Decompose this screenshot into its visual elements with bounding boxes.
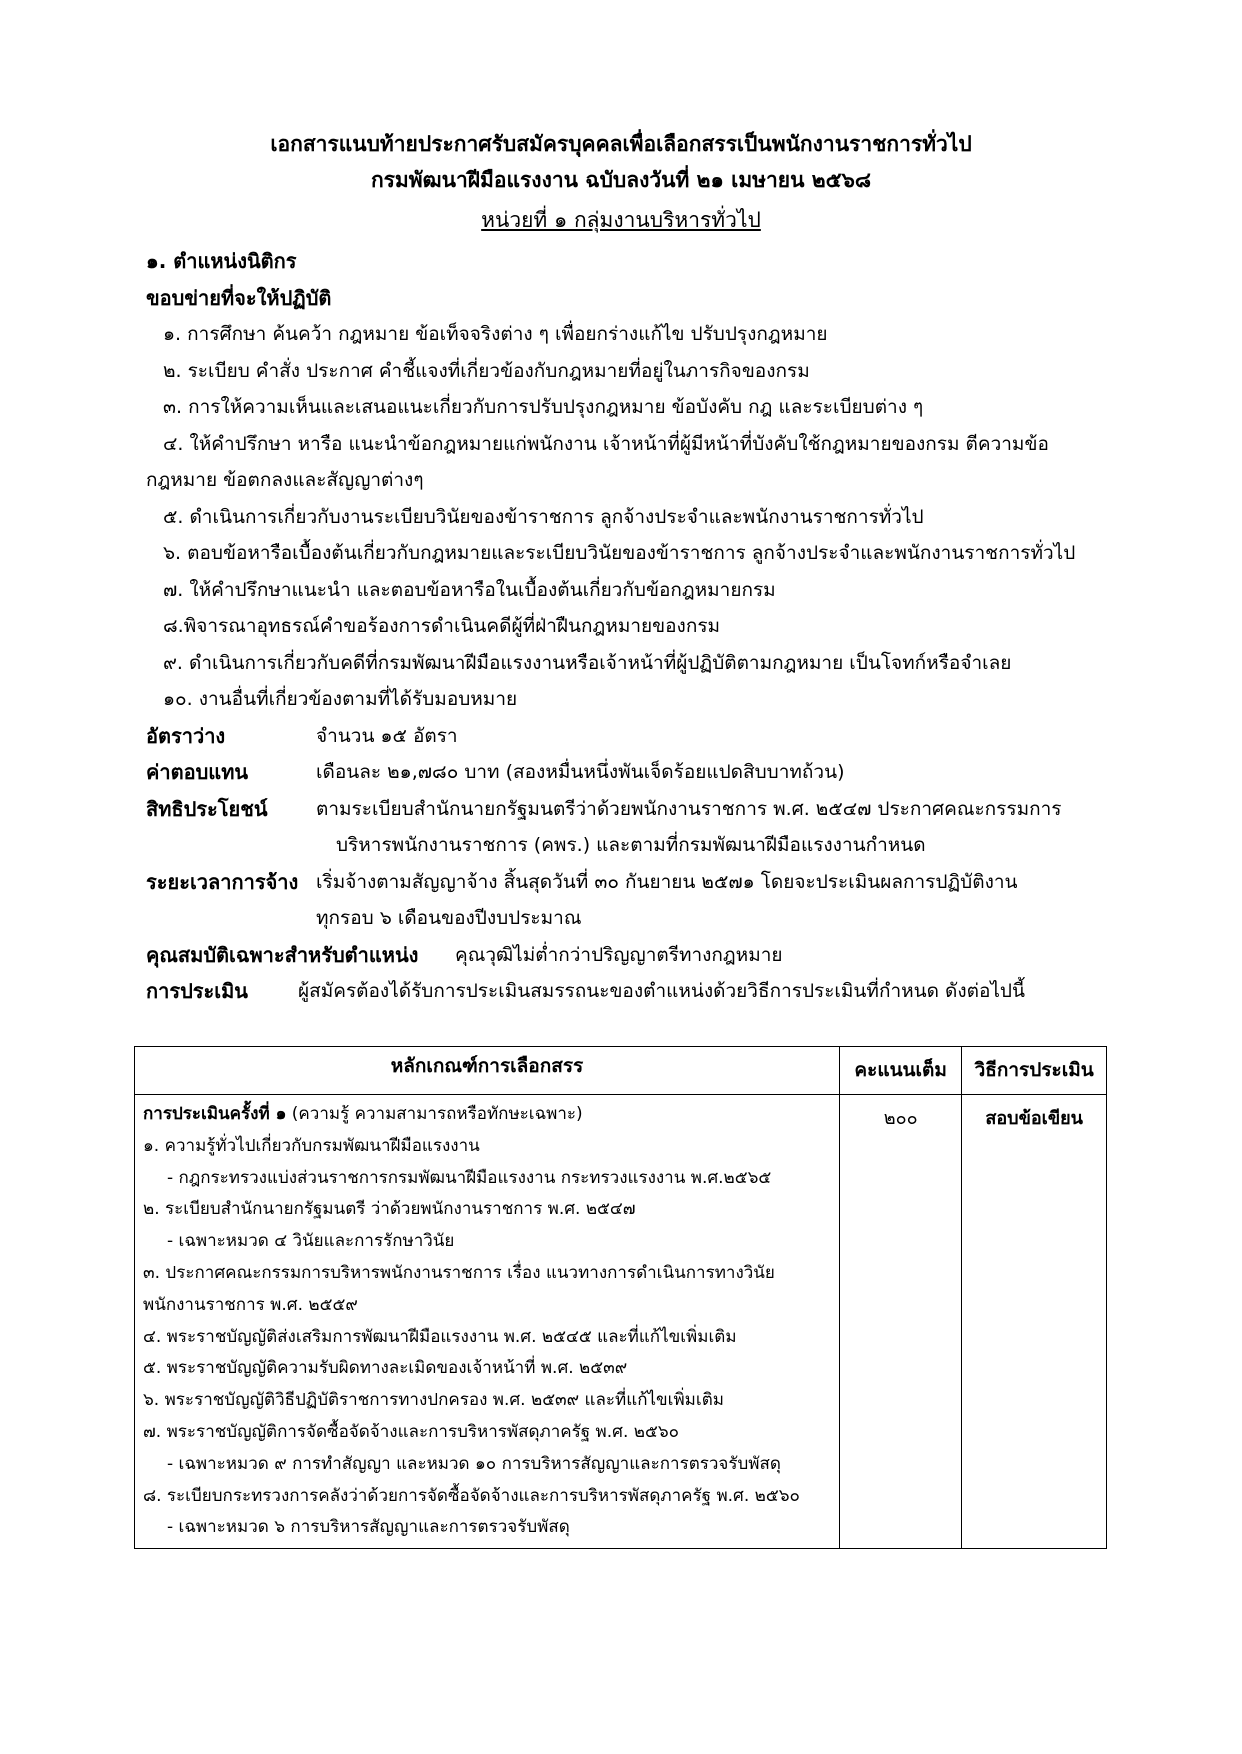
criteria-cell	[135, 1095, 840, 1549]
column-header-criteria: หลักเกณฑ์การเลือกสรร	[135, 1047, 840, 1095]
full-score-cell: ๒๐๐	[839, 1095, 961, 1549]
evaluation-label: การประเมิน	[146, 979, 248, 1003]
duty-item: ๒. ระเบียบ คำสั่ง ประกาศ คำชี้แจงที่เกี่ยวข้องกับกฎหมายที่อยู่ในภารกิจของกรม	[163, 360, 810, 382]
duty-item: ๗. ให้คำปรึกษาแนะนำ และตอบข้อหารือในเบื้องต้นเกี่ยวกับข้อกฎหมายกรม	[163, 579, 776, 601]
benefit-value: ตามระเบียบสำนักนายกรัฐมนตรีว่าด้วยพนักงานราชการ พ.ศ. ๒๕๔๗ ประกาศคณะกรรมการ	[316, 798, 1062, 820]
criteria-subline: - เฉพาะหมวด ๖ การบริหารสัญญาและการตรวจรับพัสดุ	[167, 1517, 570, 1538]
criteria-line: ๒. ระเบียบสำนักนายกรัฐมนตรี ว่าด้วยพนักงานราชการ พ.ศ. ๒๕๔๗	[143, 1199, 636, 1220]
document-title-line1: เอกสารแนบท้ายประกาศรับสมัครบุคคลเพื่อเลือกสรรเป็นพนักงานราชการทั่วไป	[270, 132, 972, 156]
round-description: (ความรู้ ความสามารถหรือทักษะเฉพาะ)	[286, 1104, 583, 1124]
vacancy-label: อัตราว่าง	[146, 724, 226, 748]
pay-label: ค่าตอบแทน	[146, 760, 249, 784]
duty-item: ๘.พิจารณาอุทธรณ์คำขอร้องการดำเนินคดีผู้ที่ฝ่าฝืนกฎหมายของกรม	[163, 615, 721, 637]
column-header-method: วิธีการประเมิน	[962, 1047, 1107, 1095]
duty-item: ๕. ดำเนินการเกี่ยวกับงานระเบียบวินัยของข้าราชการ ลูกจ้างประจำและพนักงานราชการทั่วไป	[163, 506, 924, 528]
unit-heading: หน่วยที่ ๑ กลุ่มงานบริหารทั่วไป	[481, 208, 761, 232]
criteria-line: ๘. ระเบียบกระทรวงการคลังว่าด้วยการจัดซื้อจัดจ้างและการบริหารพัสดุภาครัฐ พ.ศ. ๒๕๖๐	[143, 1485, 800, 1506]
duty-item: ๙. ดำเนินการเกี่ยวกับคดีที่กรมพัฒนาฝีมือแรงงานหรือเจ้าหน้าที่ผู้ปฏิบัติตามกฎหมาย เป็นโจทก์หรือจำเลย	[163, 652, 1012, 674]
table-header-row	[135, 1047, 1107, 1095]
criteria-line-continuation: พนักงานราชการ พ.ศ. ๒๕๕๙	[143, 1294, 358, 1315]
criteria-table	[134, 1046, 1107, 1549]
qualification-value: คุณวุฒิไม่ต่ำกว่าปริญญาตรีทางกฎหมาย	[455, 944, 783, 966]
pay-value: เดือนละ ๒๑,๗๘๐ บาท (สองหมื่นหนึ่งพันเจ็ดร้อยแปดสิบบาทถ้วน)	[316, 761, 845, 783]
vacancy-value: จำนวน ๑๕ อัตรา	[316, 725, 458, 747]
duty-item-continuation: กฎหมาย ข้อตกลงและสัญญาต่างๆ	[146, 469, 424, 491]
criteria-line: ๑. ความรู้ทั่วไปเกี่ยวกับกรมพัฒนาฝีมือแรงงาน	[143, 1135, 480, 1156]
criteria-line: ๕. พระราชบัญญัติความรับผิดทางละเมิดของเจ้าหน้าที่ พ.ศ. ๒๕๓๙	[143, 1358, 628, 1379]
round-heading	[143, 1099, 831, 1131]
evaluation-value: ผู้สมัครต้องได้รับการประเมินสมรรถนะของตำแหน่งด้วยวิธีการประเมินที่กำหนด ดังต่อไปนี้	[298, 980, 1025, 1002]
document-title-line2: กรมพัฒนาฝีมือแรงงาน ฉบับลงวันที่ ๒๑ เมษายน ๒๕๖๘	[370, 168, 872, 192]
criteria-subline: - เฉพาะหมวด ๔ วินัยและการรักษาวินัย	[167, 1231, 455, 1252]
position-title: ๑. ตำแหน่งนิติกร	[146, 249, 297, 273]
duty-item: ๔. ให้คำปรึกษา หารือ แนะนำข้อกฎหมายแก่พนักงาน เจ้าหน้าที่ผู้มีหน้าที่บังคับใช้กฎหมายของกรม ตีความข้อ	[163, 433, 1049, 455]
round-title: การประเมินครั้งที่ ๑	[143, 1104, 287, 1124]
term-label: ระยะเวลาการจ้าง	[146, 870, 299, 894]
criteria-line: ๖. พระราชบัญญัติวิธีปฏิบัติราชการทางปกครอง พ.ศ. ๒๕๓๙ และที่แก้ไขเพิ่มเติม	[143, 1390, 724, 1411]
criteria-subline: - เฉพาะหมวด ๙ การทำสัญญา และหมวด ๑๐ การบริหารสัญญาและการตรวจรับพัสดุ	[167, 1453, 781, 1474]
duty-item: ๑๐. งานอื่นที่เกี่ยวข้องตามที่ได้รับมอบหมาย	[163, 688, 518, 710]
qualification-label: คุณสมบัติเฉพาะสำหรับตำแหน่ง	[146, 943, 419, 967]
duty-item: ๓. การให้ความเห็นและเสนอแนะเกี่ยวกับการปรับปรุงกฎหมาย ข้อบังคับ กฎ และระเบียบต่าง ๆ	[163, 396, 924, 418]
column-header-full-score: คะแนนเต็ม	[839, 1047, 961, 1095]
term-value-continuation: ทุกรอบ ๖ เดือนของปีงบประมาณ	[316, 907, 582, 929]
term-value: เริ่มจ้างตามสัญญาจ้าง สิ้นสุดวันที่ ๓๐ กันยายน ๒๕๗๑ โดยจะประเมินผลการปฏิบัติงาน	[316, 871, 1018, 893]
table-row	[135, 1095, 1107, 1549]
benefit-label: สิทธิประโยชน์	[146, 797, 268, 821]
duty-item: ๑. การศึกษา ค้นคว้า กฎหมาย ข้อเท็จจริงต่าง ๆ เพื่อยกร่างแก้ไข ปรับปรุงกฎหมาย	[163, 323, 828, 345]
duty-item: ๖. ตอบข้อหารือเบื้องต้นเกี่ยวกับกฎหมายและระเบียบวินัยของข้าราชการ ลูกจ้างประจำและพนักงานราชการทั่วไป	[163, 542, 1076, 564]
criteria-line: ๓. ประกาศคณะกรรมการบริหารพนักงานราชการ เรื่อง แนวทางการดำเนินการทางวินัย	[143, 1262, 775, 1283]
criteria-line: ๗. พระราชบัญญัติการจัดซื้อจัดจ้างและการบริหารพัสดุภาครัฐ พ.ศ. ๒๕๖๐	[143, 1421, 679, 1442]
criteria-line: ๔. พระราชบัญญัติส่งเสริมการพัฒนาฝีมือแรงงาน พ.ศ. ๒๕๔๕ และที่แก้ไขเพิ่มเติม	[143, 1326, 737, 1347]
method-cell: สอบข้อเขียน	[962, 1095, 1107, 1549]
scope-heading: ขอบข่ายที่จะให้ปฏิบัติ	[146, 286, 332, 310]
criteria-subline: - กฎกระทรวงแบ่งส่วนราชการกรมพัฒนาฝีมือแรงงาน กระทรวงแรงงาน พ.ศ.๒๕๖๕	[167, 1167, 772, 1188]
benefit-value-continuation: บริหารพนักงานราชการ (คพร.) และตามที่กรมพัฒนาฝีมือแรงงานกำหนด	[336, 834, 926, 856]
